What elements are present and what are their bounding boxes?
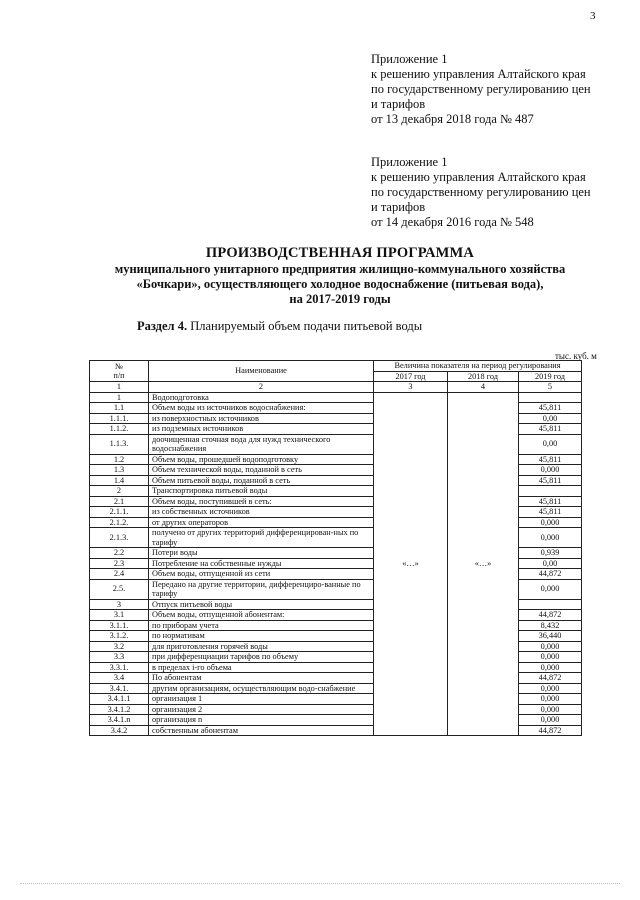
section-label: Раздел 4. (137, 319, 188, 333)
value-2019: 45,811 (519, 403, 582, 414)
row-number: 2.2 (90, 548, 149, 559)
row-name: Потребление на собственные нужды (149, 558, 374, 569)
value-2019: 45,811 (519, 424, 582, 435)
value-2019: 0,000 (519, 528, 582, 548)
row-name: из подземных источников (149, 424, 374, 435)
row-name: Передано на другие территории, дифференциро-ванные по тарифу (149, 579, 374, 599)
value-2019: 0,000 (519, 715, 582, 726)
appendix-line: от 14 декабря 2016 года № 548 (371, 215, 534, 229)
row-name: Объем воды, прошедшей водоподготовку (149, 454, 374, 465)
row-number: 3.1.2. (90, 631, 149, 642)
value-2019: 45,811 (519, 454, 582, 465)
table-row (90, 392, 582, 403)
production-program-table (89, 360, 582, 736)
row-name: организация n (149, 715, 374, 726)
value-2019: 0,000 (519, 517, 582, 528)
row-name: из собственных источников (149, 507, 374, 518)
value-2019: 0,000 (519, 662, 582, 673)
appendix-previous (371, 155, 591, 230)
table-body (90, 392, 582, 736)
row-name: при дифференциации тарифов по объему (149, 652, 374, 663)
value-2019: 44,872 (519, 725, 582, 736)
merged-cell-2018: «…» (448, 392, 519, 736)
row-number: 3 (90, 599, 149, 610)
header-num (90, 361, 149, 382)
header-num-line2: п/п (113, 371, 125, 380)
row-name: для приготовления горячей воды (149, 641, 374, 652)
row-number: 2.1.1. (90, 507, 149, 518)
title-line-2: «Бочкари», осуществляющего холодное водоснабжение (питьевая вода), (136, 277, 544, 291)
row-name: организация 2 (149, 704, 374, 715)
row-number: 3.4.2 (90, 725, 149, 736)
row-number: 2.5. (90, 579, 149, 599)
value-2019: 36,440 (519, 631, 582, 642)
row-name: организация 1 (149, 694, 374, 705)
row-number: 2 (90, 486, 149, 497)
row-name: из поверхностных источников (149, 413, 374, 424)
appendix-current (371, 52, 591, 127)
row-number: 3.3 (90, 652, 149, 663)
value-2019: 0,000 (519, 579, 582, 599)
row-number: 1.2 (90, 454, 149, 465)
row-number: 3.3.1. (90, 662, 149, 673)
row-number: 2.1.2. (90, 517, 149, 528)
row-name: Объем воды, отпущенной из сети (149, 569, 374, 580)
value-2019: 45,811 (519, 496, 582, 507)
value-2019: 0,000 (519, 704, 582, 715)
row-name: Объем воды, поступившей в сеть: (149, 496, 374, 507)
row-name: Потери воды (149, 548, 374, 559)
row-number: 1.1.1. (90, 413, 149, 424)
row-name: Объем питьевой воды, поданной в сеть (149, 475, 374, 486)
value-2019: 0,00 (519, 558, 582, 569)
header-year-2019: 2019 год (519, 371, 582, 382)
title-line-1: муниципального унитарного предприятия жилищно-коммунального хозяйства (114, 262, 566, 276)
col-number: 2 (149, 382, 374, 393)
value-2019: 0,000 (519, 465, 582, 476)
row-number: 3.4.1.1 (90, 694, 149, 705)
row-number: 1.1 (90, 403, 149, 414)
row-name: Транспортировка питьевой воды (149, 486, 374, 497)
appendix-line: Приложение 1 (371, 155, 448, 169)
value-2019 (519, 599, 582, 610)
section-heading (137, 319, 422, 334)
value-2019: 0,00 (519, 434, 582, 454)
row-name: Объем воды, отпущенной абонентам: (149, 610, 374, 621)
value-2019: 0,939 (519, 548, 582, 559)
row-number: 2.1.3. (90, 528, 149, 548)
row-number: 2.4 (90, 569, 149, 580)
page-bottom-border (20, 883, 620, 884)
row-name: доочищенная сточная вода для нужд технического водоснабжения (149, 434, 374, 454)
value-2019: 0,000 (519, 652, 582, 663)
row-number: 1.4 (90, 475, 149, 486)
value-2019: 0,000 (519, 683, 582, 694)
row-name: Объем технической воды, поданной в сеть (149, 465, 374, 476)
units-label: тыс. куб. м (555, 351, 597, 361)
row-number: 1.3 (90, 465, 149, 476)
row-name: собственным абонентам (149, 725, 374, 736)
row-number: 1 (90, 392, 149, 403)
value-2019: 45,811 (519, 475, 582, 486)
row-number: 3.4 (90, 673, 149, 684)
appendix-line: от 13 декабря 2018 года № 487 (371, 112, 534, 126)
row-number: 3.1.1. (90, 620, 149, 631)
row-number: 3.4.1.n (90, 715, 149, 726)
row-number: 1.1.2. (90, 424, 149, 435)
appendix-line: и тарифов (371, 97, 426, 111)
title-line-3: на 2017-2019 годы (289, 292, 391, 306)
col-number: 3 (374, 382, 448, 393)
header-year-2018: 2018 год (448, 371, 519, 382)
value-2019: 0,000 (519, 641, 582, 652)
col-number: 1 (90, 382, 149, 393)
row-name: Объем воды из источников водоснабжения: (149, 403, 374, 414)
value-2019: 45,811 (519, 507, 582, 518)
value-2019 (519, 392, 582, 403)
row-number: 1.1.3. (90, 434, 149, 454)
document-title (60, 245, 620, 307)
row-name: получено от других территорий дифференцирован-ных по тарифу (149, 528, 374, 548)
row-name: Отпуск питьевой воды (149, 599, 374, 610)
row-number: 3.1 (90, 610, 149, 621)
value-2019 (519, 486, 582, 497)
row-name: По абонентам (149, 673, 374, 684)
value-2019: 44,872 (519, 569, 582, 580)
header-year-2017: 2017 год (374, 371, 448, 382)
header-name: Наименование (149, 361, 374, 382)
appendix-line: Приложение 1 (371, 52, 448, 66)
appendix-line: к решению управления Алтайского края (371, 67, 586, 81)
row-number: 3.4.1.2 (90, 704, 149, 715)
row-name: от других операторов (149, 517, 374, 528)
appendix-line: к решению управления Алтайского края (371, 170, 586, 184)
value-2019: 8,432 (519, 620, 582, 631)
header-period: Величина показателя на период регулирования (374, 361, 582, 372)
appendix-line: по государственному регулированию цен (371, 82, 591, 96)
row-name: другим организациям, осуществляющим водо-снабжение (149, 683, 374, 694)
col-number: 4 (448, 382, 519, 393)
value-2019: 44,872 (519, 673, 582, 684)
value-2019: 0,00 (519, 413, 582, 424)
appendix-line: и тарифов (371, 200, 426, 214)
row-number: 3.4.1. (90, 683, 149, 694)
row-name: Водоподготовка (149, 392, 374, 403)
section-text: Планируемый объем подачи питьевой воды (190, 319, 423, 333)
row-name: в пределах i-го объема (149, 662, 374, 673)
merged-cell-2017: «…» (374, 392, 448, 736)
appendix-line: по государственному регулированию цен (371, 185, 591, 199)
value-2019: 0,000 (519, 694, 582, 705)
col-number: 5 (519, 382, 582, 393)
value-2019: 44,872 (519, 610, 582, 621)
row-number: 3.2 (90, 641, 149, 652)
row-name: по нормативам (149, 631, 374, 642)
header-num-line1: № (115, 361, 123, 371)
row-number: 2.1 (90, 496, 149, 507)
row-number: 2.3 (90, 558, 149, 569)
row-name: по приборам учета (149, 620, 374, 631)
page-number: 3 (590, 10, 596, 22)
title-main: ПРОИЗВОДСТВЕННАЯ ПРОГРАММА (205, 245, 475, 261)
